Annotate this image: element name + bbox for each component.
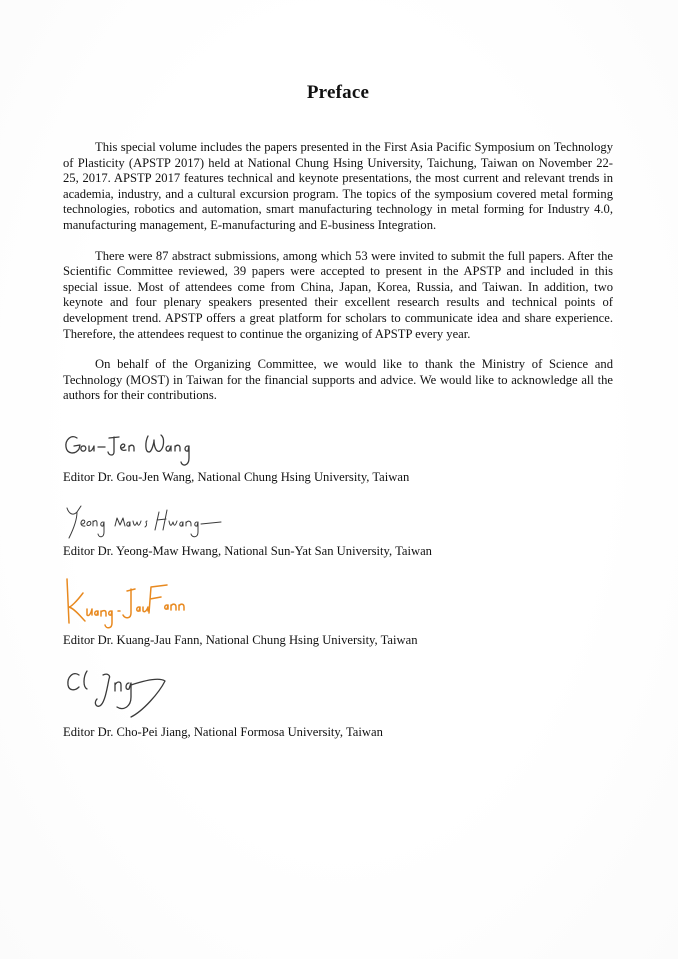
signature-caption-wang: Editor Dr. Gou-Jen Wang, National Chung Hsing University, Taiwan [63,469,410,484]
paragraph-acknowledgements: On behalf of the Organizing Committee, we would like to thank the Ministry of Science and Technology (MOST) in Taiwan for the financial supports and advice. We would like to acknowledge all the authors for their contributions. [63,357,613,403]
signature-cho-pei-jiang [63,663,193,725]
signature-block-wang [63,418,613,486]
paragraph-submissions: There were 87 abstract submissions, among which 53 were invited to submit the full papers. After the Scientific Committee reviewed, 39 papers were accepted to present in the APSTP and included in this special issue. Most of attendees come from China, Japan, Korea, Russia, and Taiwan. In addition, two keynote and four plenary speakers presented their excellent research results and technical points of development trend. APSTP offers a great platform for scholars to communicate idea and share experience. Therefore, the attendees request to continue the organizing of APSTP every year. [63,248,613,341]
signature-block-fann [63,573,613,649]
signature-kuang-jau-fann [63,573,193,633]
preface-content [63,82,613,740]
signature-block-jiang [63,663,613,741]
signature-gou-jen-wang [63,418,213,470]
signature-block-hwang [63,502,613,560]
page-title: Preface [306,82,370,103]
signature-yeong-maw-hwang [63,502,233,544]
signature-caption-fann: Editor Dr. Kuang-Jau Fann, National Chung Hsing University, Taiwan [63,633,418,648]
paragraph-intro: This special volume includes the papers presented in the First Asia Pacific Symposium on Technology of Plasticity (APSTP 2017) held at National Chung Hsing University, Taichung, Taiwan on November 22-25, 2017. APSTP 2017 features technical and keynote presentations, the most current and relevant trends in academia, industry, and a cultural excursion program. The topics of the symposium covered metal forming technologies, robotics and automation, smart manufacturing technology in metal forming for Industry 4.0, manufacturing management, E-manufacturing and E-business Integration. [63,140,613,232]
signature-caption-jiang: Editor Dr. Cho-Pei Jiang, National Formosa University, Taiwan [63,724,383,739]
signature-caption-hwang: Editor Dr. Yeong-Maw Hwang, National Sun-Yat San University, Taiwan [63,543,432,558]
